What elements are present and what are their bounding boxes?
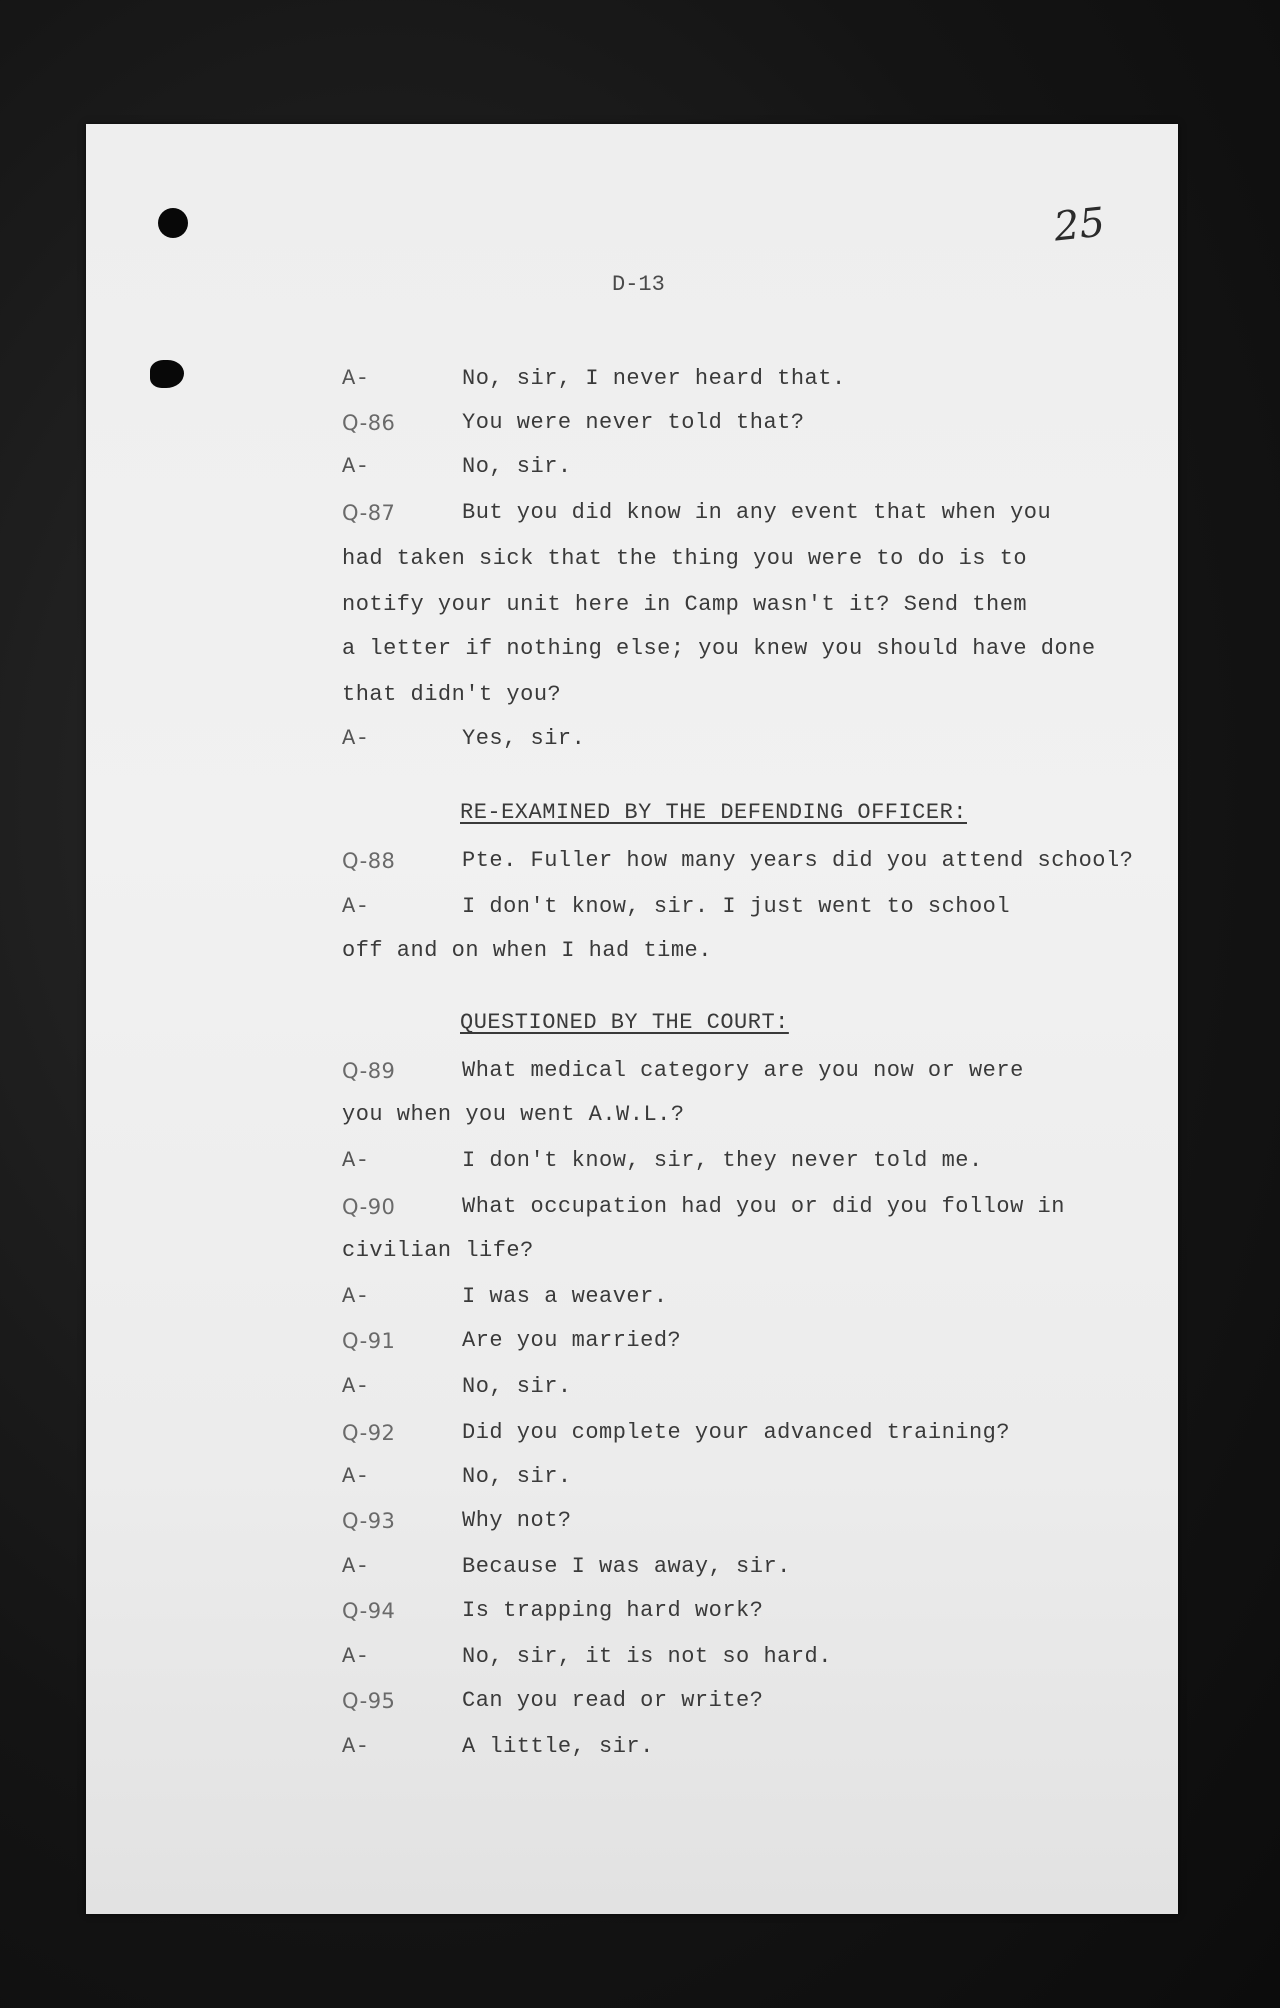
answer-text: No, sir. bbox=[462, 1374, 572, 1399]
continuation-text: that didn't you? bbox=[342, 682, 562, 707]
continuation-text: notify your unit here in Camp wasn't it? Send them bbox=[342, 592, 1028, 617]
question-text: Did you complete your advanced training? bbox=[462, 1420, 1011, 1445]
answer-text: Yes, sir. bbox=[462, 726, 586, 751]
page-number: D-13 bbox=[612, 272, 665, 297]
answer-marker: A- bbox=[342, 1644, 370, 1669]
handwritten-folio-number: 25 bbox=[1051, 199, 1108, 251]
question-text: Can you read or write? bbox=[462, 1688, 764, 1713]
question-text: Is trapping hard work? bbox=[462, 1598, 764, 1623]
continuation-text: off and on when I had time. bbox=[342, 938, 712, 963]
answer-text: I don't know, sir. I just went to school bbox=[462, 894, 1011, 919]
answer-text: I was a weaver. bbox=[462, 1284, 668, 1309]
answer-marker: A- bbox=[342, 726, 370, 751]
question-number: Q-87 bbox=[342, 501, 396, 525]
question-number: Q-90 bbox=[342, 1195, 396, 1219]
question-text: What medical category are you now or were bbox=[462, 1058, 1024, 1083]
question-number: Q-88 bbox=[342, 849, 396, 873]
answer-marker: A- bbox=[342, 366, 370, 391]
question-number: Q-92 bbox=[342, 1421, 396, 1445]
answer-text: No, sir. bbox=[462, 454, 572, 479]
question-number: Q-86 bbox=[342, 411, 396, 435]
answer-marker: A- bbox=[342, 1554, 370, 1579]
question-text: But you did know in any event that when you bbox=[462, 500, 1052, 525]
section-heading-text: QUESTIONED BY THE COURT: bbox=[460, 1010, 789, 1035]
question-text: What occupation had you or did you follow in bbox=[462, 1194, 1065, 1219]
question-number: Q-94 bbox=[342, 1599, 396, 1623]
continuation-text: civilian life? bbox=[342, 1238, 534, 1263]
answer-marker: A- bbox=[342, 1464, 370, 1489]
answer-marker: A- bbox=[342, 454, 370, 479]
question-text: Why not? bbox=[462, 1508, 572, 1533]
document-page bbox=[86, 124, 1178, 1914]
answer-text: A little, sir. bbox=[462, 1734, 654, 1759]
answer-text: Because I was away, sir. bbox=[462, 1554, 791, 1579]
answer-marker: A- bbox=[342, 1734, 370, 1759]
answer-text: No, sir, I never heard that. bbox=[462, 366, 846, 391]
question-text: Pte. Fuller how many years did you attend school? bbox=[462, 848, 1134, 873]
question-number: Q-93 bbox=[342, 1509, 396, 1533]
continuation-text: a letter if nothing else; you knew you should have done bbox=[342, 636, 1096, 661]
answer-text: No, sir, it is not so hard. bbox=[462, 1644, 832, 1669]
continuation-text: you when you went A.W.L.? bbox=[342, 1102, 685, 1127]
question-number: Q-95 bbox=[342, 1689, 396, 1713]
question-number: Q-89 bbox=[342, 1059, 396, 1083]
answer-marker: A- bbox=[342, 1148, 370, 1173]
transcript-body bbox=[86, 124, 1178, 1914]
question-text: You were never told that? bbox=[462, 410, 805, 435]
section-heading-text: RE-EXAMINED BY THE DEFENDING OFFICER: bbox=[460, 800, 967, 825]
answer-marker: A- bbox=[342, 894, 370, 919]
answer-marker: A- bbox=[342, 1284, 370, 1309]
answer-text: I don't know, sir, they never told me. bbox=[462, 1148, 983, 1173]
continuation-text: had taken sick that the thing you were to do is to bbox=[342, 546, 1028, 571]
answer-text: No, sir. bbox=[462, 1464, 572, 1489]
question-text: Are you married? bbox=[462, 1328, 682, 1353]
answer-marker: A- bbox=[342, 1374, 370, 1399]
question-number: Q-91 bbox=[342, 1329, 396, 1353]
